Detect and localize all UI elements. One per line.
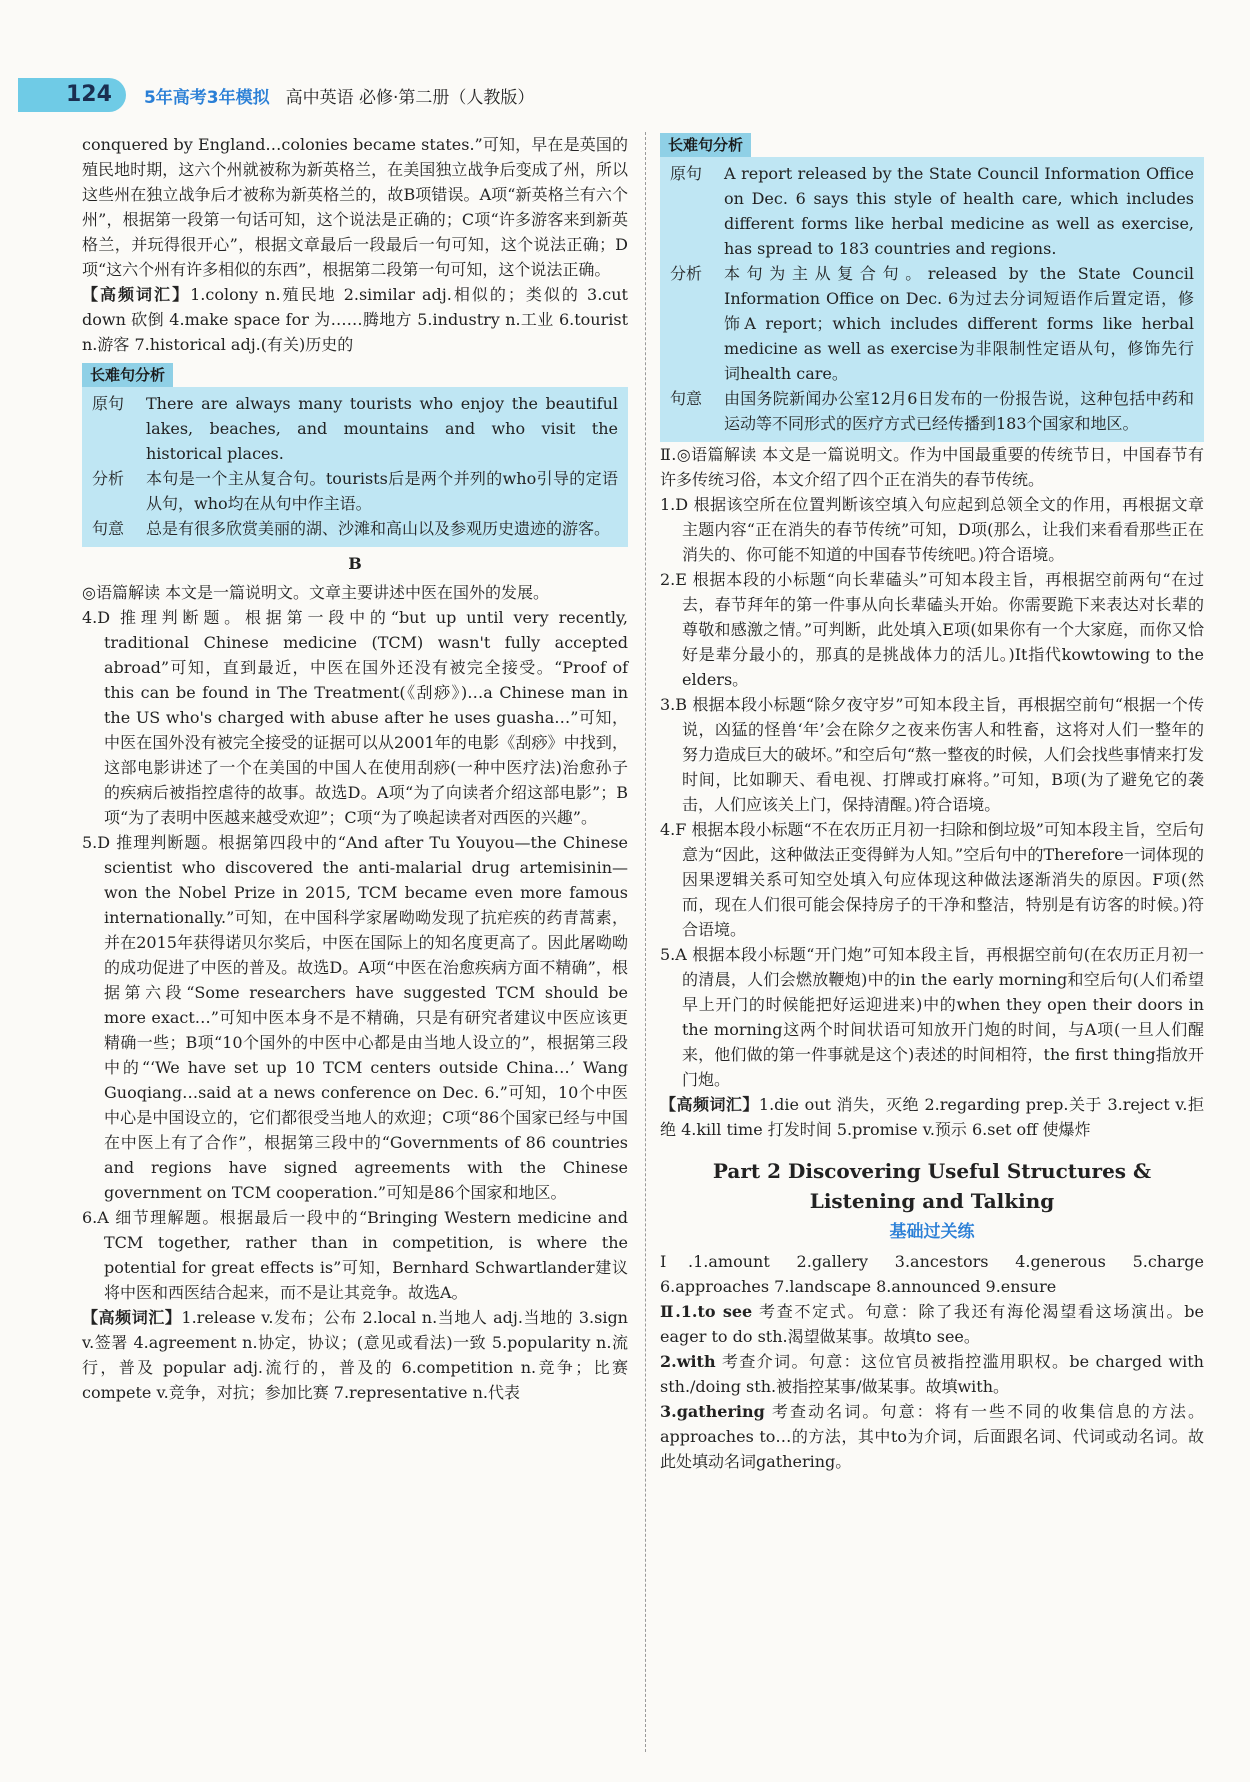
analysis-row xyxy=(670,161,1194,261)
row-value: 总是有很多欣赏美丽的湖、沙滩和高山以及参观历史遗迹的游客。 xyxy=(146,519,611,538)
row-value: 本句为主从复合句。released by the State Council Information Office on Dec. 6为过去分词短语作后置定语，修饰A report；which includes different forms like herbal medicine as well as exercise为非限制性定语从句，修饰先行词health care。 xyxy=(724,264,1194,383)
answer-label: Ⅱ.1.to see xyxy=(660,1302,753,1321)
row-key: 原句 xyxy=(670,164,703,183)
vocab-text: 1.release v.发布；公布 2.local n.当地人 adj.当地的 3.sign v.签署 4.agreement n.协定，协议；(意见或看法)一致 5.popularity n.流行，普及 popular adj.流行的，普及的 6.competition n.竞争；比赛 compete v.竞争，对抗；参加比赛 7.representative n.代表 xyxy=(82,1308,628,1402)
analysis-row xyxy=(92,466,618,516)
analysis-tag: 长难句分析 xyxy=(82,363,173,387)
part-title-line: Part 2 Discovering Useful Structures & xyxy=(712,1159,1152,1183)
row-value: A report released by the State Council Information Office on Dec. 6 says this style of health care, which includes different forms like herbal medicine as well as exercise, has spread to 183 countries and regions. xyxy=(724,164,1194,258)
paragraph-continued: conquered by England…colonies became states.”可知，早在是英国的殖民地时期，这六个州就被称为新英格兰，在美国独立战争后变成了州，所以这些州在独立战争后才被称为新英格兰的，故B项错误。A项“新英格兰有六个州”，根据第一段第一句话可知，这个说法是正确的；C项“许多游客来到新英格兰，并玩得很开心”，根据文章最后一段最后一句可知，这个说法正确；D项“这六个州有许多相似的东西”，根据第二段第一句可知，这个说法正确。 xyxy=(82,135,628,279)
answer-item: 4.F 根据本段小标题“不在农历正月初一扫除和倒垃圾”可知本段主旨，空后句意为“因此，这种做法正变得鲜为人知。”空后句中的Therefore一词体现的因果逻辑关系可知空处填入句应体现这种做法逐渐消失的原因。F项(然而，现在人们很可能会保持房子的干净和整洁，特别是有访客的时候。)符合语境。 xyxy=(660,820,1204,939)
analysis-row xyxy=(670,386,1194,436)
answer-item: 2.E 根据本段的小标题“向长辈磕头”可知本段主旨，再根据空前两句“在过去，春节拜年的第一件事从向长辈磕头开始。你需要跪下来表达对长辈的尊敬和感激之情。”可判断，此处填入E项(如果你有一个大家庭，而你又恰好是辈分最小的，那真的是挑战体力的活儿。)It指代kowtowing to the elders。 xyxy=(660,570,1204,689)
answer-item: 4.D 推理判断题。根据第一段中的“but up until very recently, traditional Chinese medicine (TCM) wasn't fully accepted abroad”可知，直到最近，中医在国外还没有被完全接受。“Proof of this can be found in The Treatment(《刮痧》)…a Chinese man in the US who's charged with abuse after he uses guasha…”可知，中医在国外没有被完全接受的证据可以从2001年的电影《刮痧》中找到，这部电影讲述了一个在美国的中国人在使用刮痧(一种中医疗法)治愈孙子的疾病后被指控虐待的故事。故选D。A项“为了向读者介绍这部电影”；B项“为了表明中医越来越受欢迎”；C项“为了唤起读者对西医的兴趣”。 xyxy=(82,608,628,827)
row-value: 由国务院新闻办公室12月6日发布的一份报告说，这种包括中药和运动等不同形式的医疗方式已经传播到183个国家和地区。 xyxy=(724,389,1194,433)
row-key: 句意 xyxy=(670,389,703,408)
vocab-block xyxy=(82,1305,628,1405)
vocab-block xyxy=(82,282,628,357)
analysis-row xyxy=(92,391,618,466)
vocab-block xyxy=(660,1092,1204,1142)
reading-summary: Ⅱ.◎语篇解读 本文是一篇说明文。作为中国最重要的传统节日，中国春节有许多传统习俗，本文介绍了四个正在消失的春节传统。 xyxy=(660,445,1204,489)
row-key: 分析 xyxy=(670,264,703,283)
section-subtitle: 基础过关练 xyxy=(889,1222,975,1242)
part-title xyxy=(660,1156,1204,1216)
analysis-row xyxy=(670,261,1194,386)
analysis-tag: 长难句分析 xyxy=(660,133,751,157)
vocab-label: 【高频词汇】 xyxy=(82,285,191,304)
brand-title: 5年高考3年模拟 xyxy=(143,87,270,108)
page-header xyxy=(18,78,658,112)
row-key: 原句 xyxy=(92,394,125,413)
vocab-label: 【高频词汇】 xyxy=(660,1095,759,1114)
row-key: 分析 xyxy=(92,469,125,488)
answer-item: 5.D 推理判断题。根据第四段中的“And after Tu Youyou—the Chinese scientist who discovered the anti-malarial drug artemisinin—won the Nobel Prize in 2015, TCM became even more famous internationally.”可知，在中国科学家屠呦呦发现了抗疟疾的药青蒿素，并在2015年获得诺贝尔奖后，中医在国际上的知名度更高了。因此屠呦呦的成功促进了中医的普及。故选D。A项“中医在治愈疾病方面不精确”，根据第六段“Some researchers have suggested TCM should be more exact…”可知中医本身不是不精确，只是有研究者建议中医应该更精确一些；B项“10个国外的中医中心都是由当地人设立的”，根据第三段中的“‘We have set up 10 TCM centers outside China…’ Wang Guoqiang…said at a news conference on Dec. 6.”可知，10个中医中心是中国设立的，它们都很受当地人的欢迎；C项“86个国家已经与中国在中医上有了合作”，根据第三段中的“Governments of 86 countries and regions have signed agreements with the Chinese government on TCM cooperation.”可知是86个国家和地区。 xyxy=(82,833,628,1202)
answer-text: 考查不定式。句意：除了我还有海伦渴望看这场演出。be eager to do sth.渴望做某事。故填to see。 xyxy=(660,1302,1204,1346)
exercise-answer xyxy=(660,1399,1204,1474)
vocab-label: 【高频词汇】 xyxy=(82,1308,182,1327)
row-value: 本句是一个主从复合句。tourists后是两个并列的who引导的定语从句，who均在从句中作主语。 xyxy=(146,469,618,513)
answer-text: 考查动名词。句意：将有一些不同的收集信息的方法。approaches to…的方法，其中to为介词，后面跟名词、代词或动名词。故此处填动名词gathering。 xyxy=(660,1402,1204,1471)
vocab-text: 1.die out 消失，灭绝 2.regarding prep.关于 3.reject v.拒绝 4.kill time 打发时间 5.promise v.预示 6.set off 使爆炸 xyxy=(660,1095,1204,1139)
left-column xyxy=(82,132,628,1405)
exercise-answer xyxy=(660,1349,1204,1399)
vocab-text: 1.colony n.殖民地 2.similar adj.相似的；类似的 3.cut down 砍倒 4.make space for 为……腾地方 5.industry n.工业 6.tourist n.游客 7.historical adj.(有关)历史的 xyxy=(82,285,628,354)
row-key: 句意 xyxy=(92,519,125,538)
answer-item: 6.A 细节理解题。根据最后一段中的“Bringing Western medicine and TCM together, rather than in competition, is where the potential for great effects is”可知，Bernhard Schwartlander建议将中医和西医结合起来，而不是让其竞争。故选A。 xyxy=(82,1208,628,1302)
answer-item: 5.A 根据本段小标题“开门炮”可知本段主旨，再根据空前句(在农历正月初一的清晨，人们会燃放鞭炮)中的in the early morning和空后句(人们希望早上开门的时候能把好运迎进来)中的when they open their doors in the morning这两个时间状语可知放开门炮的时间，与A项(一旦人们醒来，他们做的第一件事就是这个)表述的时间相符，the first thing指放开门炮。 xyxy=(660,945,1204,1089)
section-heading: B xyxy=(348,554,362,573)
page-number: 124 xyxy=(18,78,126,112)
row-value: There are always many tourists who enjoy the beautiful lakes, beaches, and mountains and who visit the historical places. xyxy=(146,394,618,463)
exercise-answer xyxy=(660,1299,1204,1349)
exercise-answers: Ⅰ.1.amount 2.gallery 3.ancestors 4.generous 5.charge 6.approaches 7.landscape 8.announced 9.ensure xyxy=(660,1252,1204,1296)
reading-summary: ◎语篇解读 本文是一篇说明文。文章主要讲述中医在国外的发展。 xyxy=(82,583,550,602)
analysis-row xyxy=(92,516,618,541)
right-column xyxy=(660,132,1204,1474)
answer-label: 3.gathering xyxy=(660,1402,765,1421)
column-divider xyxy=(645,132,646,1752)
answer-item: 1.D 根据该空所在位置判断该空填入句应起到总领全文的作用，再根据文章主题内容“正在消失的春节传统”可知，D项(那么，让我们来看看那些正在消失的、你可能不知道的中国春节传统吧。)符合语境。 xyxy=(660,495,1204,564)
part-title-line: Listening and Talking xyxy=(809,1189,1055,1213)
sentence-analysis-box xyxy=(660,157,1204,442)
answer-item: 3.B 根据本段小标题“除夕夜守岁”可知本段主旨，再根据空前句“根据一个传说，凶猛的怪兽‘年’会在除夕之夜来伤害人和牲畜，这将对人们一整年的努力造成巨大的破坏。”和空后句“熬一整夜的时候，人们会找些事情来打发时间，比如聊天、看电视、打牌或打麻将。”可知，B项(为了避免它的袭击，人们应该关上门，保持清醒。)符合语境。 xyxy=(660,695,1204,814)
answer-label: 2.with xyxy=(660,1352,716,1371)
sentence-analysis-box xyxy=(82,387,628,547)
book-subtitle: 高中英语 必修·第二册（人教版） xyxy=(285,87,535,108)
answer-text: 考查介词。句意：这位官员被指控滥用职权。be charged with sth./doing sth.被指控某事/做某事。故填with。 xyxy=(660,1352,1204,1396)
